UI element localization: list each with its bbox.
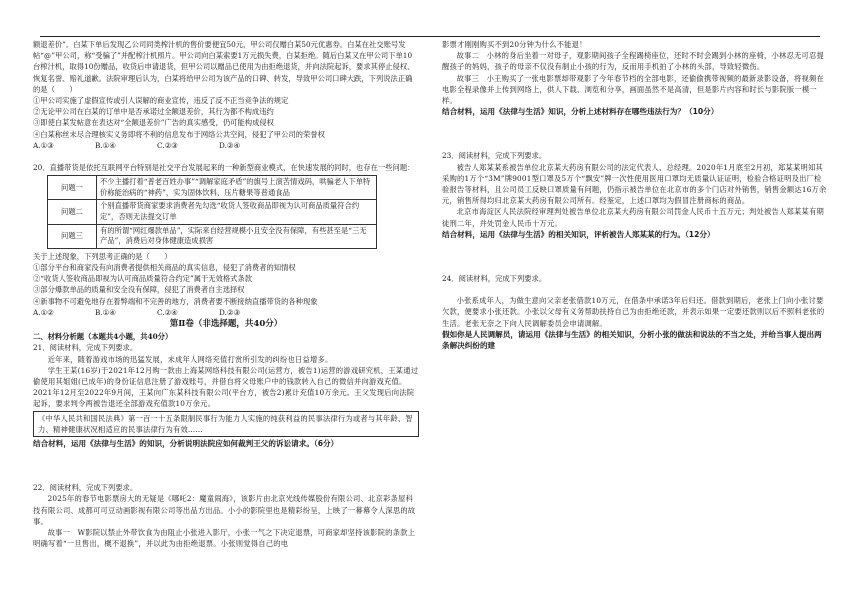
answer-space: [442, 240, 828, 262]
table-row: [48, 176, 377, 200]
answer-space: [442, 117, 828, 139]
q20-option-d: D.②③: [219, 307, 240, 317]
q22-story-1: 故事一 W影院以禁止外带饮食为由阻止小张进入影厅，小张一气之下决定退票，可商家却坚持该影院的条款上明确写着“一旦售出，概不退换”，并以此为由拒绝退票。小张则觉得自己的电: [33, 528, 416, 549]
table-cell-label: 问题三: [48, 224, 97, 248]
q22-story-2: 故事二 小林的身后坐着一对母子，观影期间孩子全程踢椅座位，还时不时会踢到小林的座椅，小林忍无可忍提醒孩子的妈妈，孩子的母亲不仅没有制止小孩的行为，反而用手机拍了小林的头部，导致轻微伤。: [442, 51, 824, 72]
q20-options: [33, 307, 419, 318]
q20-option-c: C.②④: [157, 307, 178, 317]
q24-task: 假如你是人民调解员，请运用《法律与生活》的相关知识，分析小张的做法和说法的不当之处，并给当事人提出两条解决纠纷的建: [442, 329, 822, 351]
answer-space: [442, 139, 828, 150]
table-cell-text: 不少主播打着“普老百姓办事”“调解家庭矛盾”的旗号上演苦情戏码，哄骗老人下单特价称能治病的“神药”，实为固体饮料、压片糖果等普通食品: [97, 176, 377, 200]
q19-option-c: C.②③: [157, 140, 178, 150]
q21-paragraph-1: 近年来，随着游戏市场的迅猛发展，未成年人网络充值打赏所引发的纠纷也日益增多。: [47, 354, 333, 364]
spacer: [33, 151, 419, 162]
q19-item-3: ③即使白某发帖意在表达对“全额退差价”广告的真实感受，仍可能构成侵权: [33, 118, 274, 128]
q21-paragraph-2: 学生王某(16岁)于2021年12月购一款由上海某网络科技有限公司(运营方，被告1)运营的游戏研究机，王某通过偷使用其姐姐(已成年)的身份证信息注册了游戏账号，并借自将父母账户中的钱款转入自己的微信并向游戏充值。2021年12月至2022年9月间，王某向广东某科技有限公司(平台方，被告2)累计充值10万余元。王父发现后向法院起诉，要求判令两被告退还全部游戏充值款10万余元。: [33, 365, 419, 409]
q20-item-2: ②“收货人签收商品即视为认可商品质量符合约定”属于无效格式条款: [33, 274, 253, 284]
q19-options: [33, 140, 419, 151]
q22-paragraph-1: 2025年的春节电影票房大的无疑是《哪吒2：魔童闹海》，该影片由北京光线传媒股份有限公司、北京彩条屋科技有限公司、成都可可豆动画影视有限公司等出品方出品。小小的影院里也是精彩纷呈，上映了一幕幕令人深思的故事。: [33, 494, 416, 526]
q20-question: 关于上述现象，下列思考正确的是（ ）: [33, 251, 172, 261]
q20-stem: 20．直播带货是依托互联网平台特别是社交平台发展起来的一种新型商业模式，在快速发展的同时，也存在一些问题：: [33, 163, 415, 173]
q19-continuation: 额退差价”。白某下单后发现乙公司同类榨汁机的售价要便宜50元，甲公司仅赠白某50元优惠券。白某在社交账号发帖“@”甲公司，称“受骗了”并配榨汁机照片。甲公司向白某索要1万元损失费，白某拒绝。随后白某又在甲公司下单10台榨汁机，取得10份赠品，收货后申请退货，但甲公司以赠品已使用为由拒绝退货，并向法院起诉，要求其停止侵权、恢复名誉、赔礼道歉。法院审理后认为，白某将给甲公司为该产品的口碑、转发，导致甲公司口碑大跌，下列说法正确的是（ ）: [33, 40, 415, 94]
q23-heading: 23．阅读材料，完成下列要求。: [442, 151, 547, 161]
q20-item-4: ④新事物不可避免地存在着弊端和不完善的地方，消费者要不断接纳直播带货的各种现象: [33, 296, 318, 306]
answer-space: [33, 471, 419, 482]
q23-paragraph-1: 被告人郑某某系被告单位北京某大药房有限公司的法定代表人、总经理。2020年1月底至2月初，郑某某明知其采购的1万个“3M”牌9001型口罩及5万个“飘安”牌一次性使用医用口罩均无质量认证证明，检验合格证明及出厂检验报告等材料，且公司员工反映口罩质量有问题，仍指示被告单位在北京市的多个门店对外销售，销售金额达16万余元，销售所得均归北京某大药房有限公司所有。经鉴定，上述口罩均为假冒注册商标的商品。: [442, 162, 827, 206]
q24-paragraph: 小张系成年人，为做生意向父亲老张借款10万元，在借条中承诺3年后归还。借款到期后，老张上门向小张讨要欠款，便要求小张还款。小张以父母有义务帮助扶持自己为由拒绝还款，并表示如果一定要还款则以后不照料老张的生活。老张无奈之下向人民调解委员会申请调解。: [442, 296, 825, 328]
left-column: [33, 39, 419, 549]
q24-heading: 24．阅读材料，完成下列要求。: [442, 274, 547, 284]
q19-item-2: ②无论甲公司在白某的订单中是否承诺过全额退差价，其行为都不构成违约: [33, 107, 274, 117]
q20-item-1: ①部分平台和商家没有向消费者提供相关商品的真实信息，侵犯了消费者的知情权: [33, 263, 296, 272]
q23-task: 结合材料，运用《法律与生活》的相关知识，评析被告人郑某某的行为。（12分）: [442, 229, 715, 239]
answer-space: [442, 262, 828, 273]
table-row: [48, 224, 377, 248]
table-cell-text: 个别直播带货商家要求消费者先勾选“收货人签收商品即视为认可商品质量符合约定”，否则无法提交订单: [97, 200, 377, 224]
part2-subtitle: 二、材料分析题（本题共4小题，共40分）: [33, 332, 173, 342]
q23-paragraph-2: 北京市海淀区人民法院经审理判处被告单位北京某大药房有限公司罚金人民币十五万元；判处被告人郑某某有期徒刑二年，并处罚金人民币十万元。: [442, 207, 824, 228]
q20-table: [47, 175, 377, 249]
q21-task: 结合材料，运用《法律与生活》的知识，分析说明法院应如何裁判王父的诉讼请求。（6分）: [33, 439, 339, 449]
answer-space: [33, 449, 419, 471]
q20-option-b: B.①④: [95, 307, 116, 317]
table-cell-label: 问题二: [48, 200, 97, 224]
q22-task: 结合材料，运用《法律与生活》知识，分析上述材料存在哪些违法行为？（10分）: [442, 107, 719, 117]
q20-item-3: ③部分爆款单品的质量和安全没有保障，侵犯了消费者自主选择权: [33, 285, 245, 295]
header-rule: [40, 36, 820, 37]
q21-heading: 21．阅读材料，完成下列要求。: [33, 343, 138, 353]
q21-law-box: 《中华人民共和国民法典》第一百一十五条限制民事行为能力人实施的纯获利益的民事法律行为或者与其年龄、智力、精神健康状况相适应的民事法律行为有效……: [33, 411, 419, 437]
q19-option-b: B.①④: [95, 140, 116, 150]
q19-option-a: A.①③: [33, 140, 54, 150]
table-cell-label: 问题一: [48, 176, 97, 200]
right-column: [442, 39, 828, 351]
spacer: [442, 284, 828, 295]
q22-story-3: 故事三 小王购买了一张电影票却带观影了今年春节档的全部电影，还偷偷携带视频的最新录影设备，将视频在电影全程录像并上传到网络上，供人下载、浏览和分享，画面虽然不是高清，但是影片内容和时长与影院版一模一样。: [442, 73, 824, 106]
q19-item-1: ①甲公司实施了虚假宣传或引人误解的商业宣传，违反了反不正当竞争法的规定: [33, 96, 289, 106]
q20-option-a: A.①②: [33, 307, 54, 317]
q19-item-4: ④白某称丝未尽合理核实义务即将不利的信息发布于网络公共空间，侵犯了甲公司的荣誉权: [33, 129, 325, 139]
table-row: [48, 200, 377, 224]
q22-heading: 22．阅读材料，完成下列要求。: [33, 483, 138, 493]
q19-option-d: D.②④: [219, 140, 240, 150]
part2-title: 第Ⅱ卷（非选择题，共40分）: [169, 319, 283, 330]
q22-story-1-cont: 影票才刚刚购买不到20分钟为什么不能退！: [442, 40, 587, 49]
table-cell-text: 有的所谓“网红爆款单品”，实际来自经营规模小且安全没有保障，有些甚至是“三无产品”，消费后对身体健康造成损害: [97, 224, 377, 248]
